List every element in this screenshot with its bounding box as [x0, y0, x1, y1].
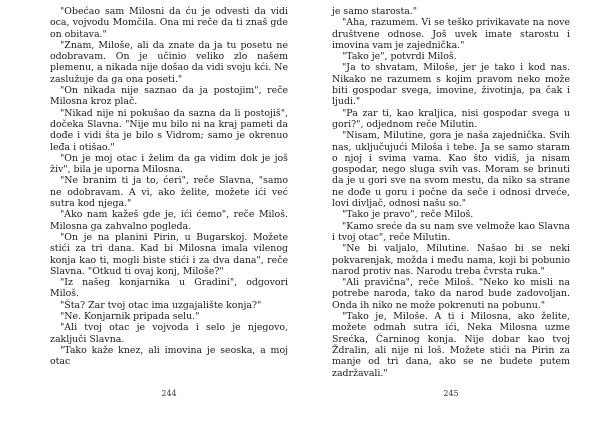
paragraph: "Ako nam kažeš gde je, ići ćemo", reče Miloš. Milosna ga zahvalno pogleda.: [50, 209, 288, 232]
right-page: [300, 0, 600, 424]
paragraph: "Ali pravična", reče Miloš. "Neko ko misli na potrebe naroda, tako da narod bude zadovoljan. Onda ih niko ne može pokrenuti na pobunu.": [332, 277, 570, 311]
paragraph: "Ali tvoj otac je vojvoda i selo je njegovo, zaključi Slavna.: [50, 322, 288, 345]
left-page-text: [50, 6, 288, 368]
paragraph: "Tako kaže knez, ali imovina je seoska, a moj otac: [50, 344, 288, 368]
paragraph: "Šta? Zar tvoj otac ima uzgajalište konja?": [60, 299, 262, 311]
paragraph: "Iz našeg konjarnika u Gradini", odgovori Miloš.: [50, 277, 288, 300]
paragraph: "Tako je", potvrdi Miloš.: [342, 51, 457, 63]
paragraph: "Nisam, Milutine, gora je naša zajednička. Svih nas, uključujući Miloša i tebe. Ja se samo staram o njoj i svima vama. Kao što vidiš, ja nisam gospodar, nego sluga svih vas. Moram se brinuti da je u gori sve na svom mestu, da niko sa strane ne dođe u goru i počne da seče i odnosi drveće, lovi divljač, odnosi našu so.": [332, 130, 570, 210]
paragraph: "Kamo sreće da su nam sve velmože kao Slavna i tvoj otac", reče Milutin.: [332, 220, 570, 243]
page-number: 245: [443, 389, 459, 398]
paragraph: "Obećao sam Milosni da ću je odvesti da vidi oca, vojvodu Momčila. Ona mi reče da ti znaš gde on obitava.": [50, 6, 288, 40]
paragraph: "Aha, razumem. Vi se teško privikavate na nove društvene odnose. Još uvek imate starostu i imovina vam je zajednička.": [332, 17, 570, 51]
paragraph-continuation: je samo starosta.": [332, 6, 418, 17]
paragraph: "Ja to shvatam, Miloše, jer je tako i kod nas. Nikako ne razumem s kojim pravom neko može biti gospodar svega, imovine, životinja, pa čak i ljudi.": [332, 62, 570, 108]
paragraph: "Ne bi valjalo, Milutine. Našao bi se neki pokvarenjak, možda i među nama, koji bi pobunio narod protiv nas. Narodu treba čvrsta ruka.": [332, 243, 570, 277]
paragraph: "Znam, Miloše, ali da znate da ja tu posetu ne odobravam. On je učinio veliko zlo našem plemenu, a nikada nije došao da vidi svoju kći. Ne zaslužuje da ga ona poseti.": [50, 39, 288, 85]
paragraph: "Ne. Konjarnik pripada selu.": [60, 311, 200, 323]
paragraph: "On je moj otac i želim da ga vidim dok je još živ", bila je uporna Milosna.: [50, 152, 288, 176]
paragraph: "Ne branim ti ja to, ćeri", reče Slavna, "samo ne odobravam. A vi, ako želite, možete ići već sutra kod njega.": [50, 175, 288, 210]
paragraph: "Tako je pravo", reče Miloš.: [342, 209, 474, 221]
page-number: 244: [161, 389, 177, 398]
right-page-text: [332, 6, 570, 379]
paragraph: "Nikad nije ni pokušao da sazna da li postojiš", dočeka Slavna. "Nije mu bilo ni na kraj pameti da dođe i vidi šta je bilo s Vidrom; samo je okrenuo leđa i otišao.": [50, 107, 288, 153]
paragraph: "Tako je, Miloše. A ti i Milosna, ako želite, možete odmah sutra ići, Neka Milosna uzme Srećka, Čarninog konja. Nije dobar kao tvoj Ždralin, ali nije ni loš. Možete stići na Pirin za manje od tri dana, ako se ne budete putem zadržavali.": [332, 311, 570, 379]
paragraph: "On nikada nije saznao da ja postojim", reče Milosna kroz plač.: [50, 85, 288, 108]
paragraph: "Pa zar ti, kao kraljica, nisi gospodar svega u gori?", odjednom reče Milutin.: [332, 107, 570, 130]
paragraph: "On je na planini Pirin, u Bugarskoj. Možete stići za tri dana. Kad bi Milosna imala vilenog konja kao ti, mogli biste stići i za dva dana", reče Slavna. "Otkud ti ovaj konj, Miloše?": [50, 231, 288, 277]
